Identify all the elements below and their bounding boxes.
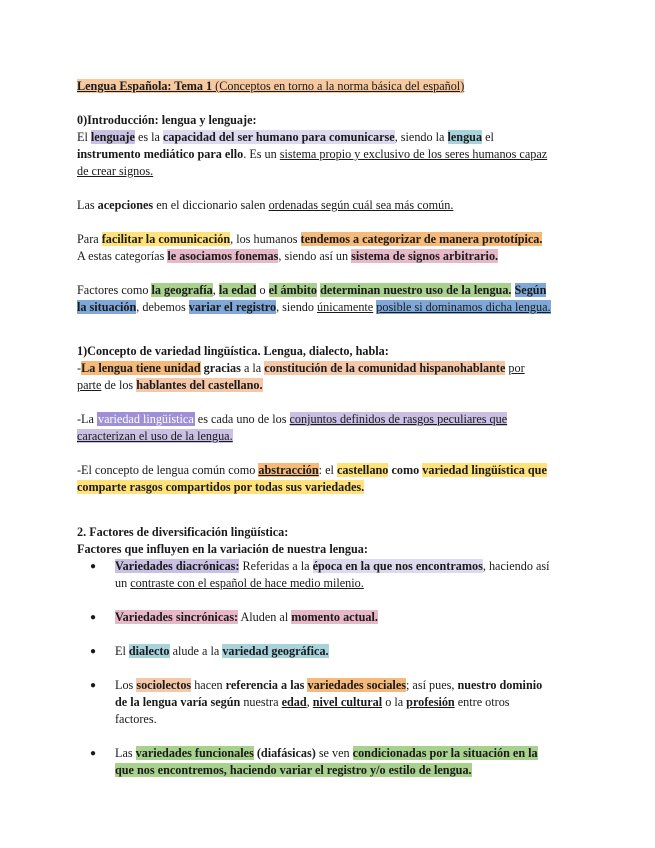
section-0-heading: 0)Introducción: lengua y lenguaje: [77, 113, 257, 127]
list-item: ● Las variedades funcionales (diafásicas) se ven condicionadas por la situación en la que nos encontremos, haciendo variar el registro y/o estilo de lengua. [90, 746, 538, 777]
list-item: ● El dialecto alude a la variedad geográfica. [90, 644, 329, 658]
s0-paragraph-4: Factores como la geografía, la edad o el ámbito determinan nuestro uso de la lengua. Según la situación, debemos variar el registro, siendo únicamente posible si dominamos dicha lengua. [77, 283, 551, 314]
bullet-icon: ● [90, 748, 97, 759]
bullet-icon: ● [90, 646, 97, 657]
s1-paragraph-3: -El concepto de lengua común como abstracción: el castellano como variedad lingüística que comparte rasgos compartidos por todas sus variedades. [77, 463, 547, 494]
section-2-heading: 2. Factores de diversificación lingüística: [77, 525, 289, 539]
section-1-heading: 1)Concepto de variedad lingüística. Lengua, dialecto, habla: [77, 344, 389, 358]
section-2-subheading: Factores que influyen en la variación de nuestra lengua: [77, 542, 368, 556]
title-main: Lengua Española: Tema 1 [77, 79, 213, 93]
section-0 [77, 112, 582, 316]
factors-list [77, 558, 582, 779]
s0-paragraph-2: Las acepciones en el diccionario salen ordenadas según cuál sea más común. [77, 198, 454, 212]
s0-paragraph-1: El lenguaje es la capacidad del ser humano para comunicarse, siendo la lengua el instrumento mediático para ello. Es un sistema propio y exclusivo de los seres humanos capaz de crear signos. [77, 130, 548, 178]
list-item: ● Variedades diacrónicas: Referidas a la época en la que nos encontramos, haciendo así un contraste con el español de hace medio milenio. [90, 559, 550, 590]
s0-paragraph-3: Para facilitar la comunicación, los humanos tendemos a categorizar de manera prototípica. A estas categorías le asociamos fonemas, siendo así un sistema de signos arbitrario. [77, 232, 543, 263]
list-item: ● Los sociolectos hacen referencia a las variedades sociales; así pues, nuestro dominio de la lengua varía según nuestra edad, nivel cultural o la profesión entre otros factores. [90, 678, 543, 726]
section-1 [77, 343, 582, 496]
bullet-icon: ● [90, 680, 97, 691]
section-2 [77, 524, 582, 779]
s1-paragraph-1: -La lengua tiene unidad gracias a la constitución de la comunidad hispanohablante por parte de los hablantes del castellano. [77, 361, 525, 392]
bullet-icon: ● [90, 612, 97, 623]
document-title [77, 78, 597, 95]
s1-paragraph-2: -La variedad lingüística es cada uno de los conjuntos definidos de rasgos peculiares que caracterizan el uso de la lengua. [77, 412, 508, 443]
list-item: ● Variedades sincrónicas: Aluden al momento actual. [90, 610, 378, 624]
title-sub: (Conceptos en torno a la norma básica del español) [212, 79, 465, 93]
bullet-icon: ● [90, 561, 97, 572]
